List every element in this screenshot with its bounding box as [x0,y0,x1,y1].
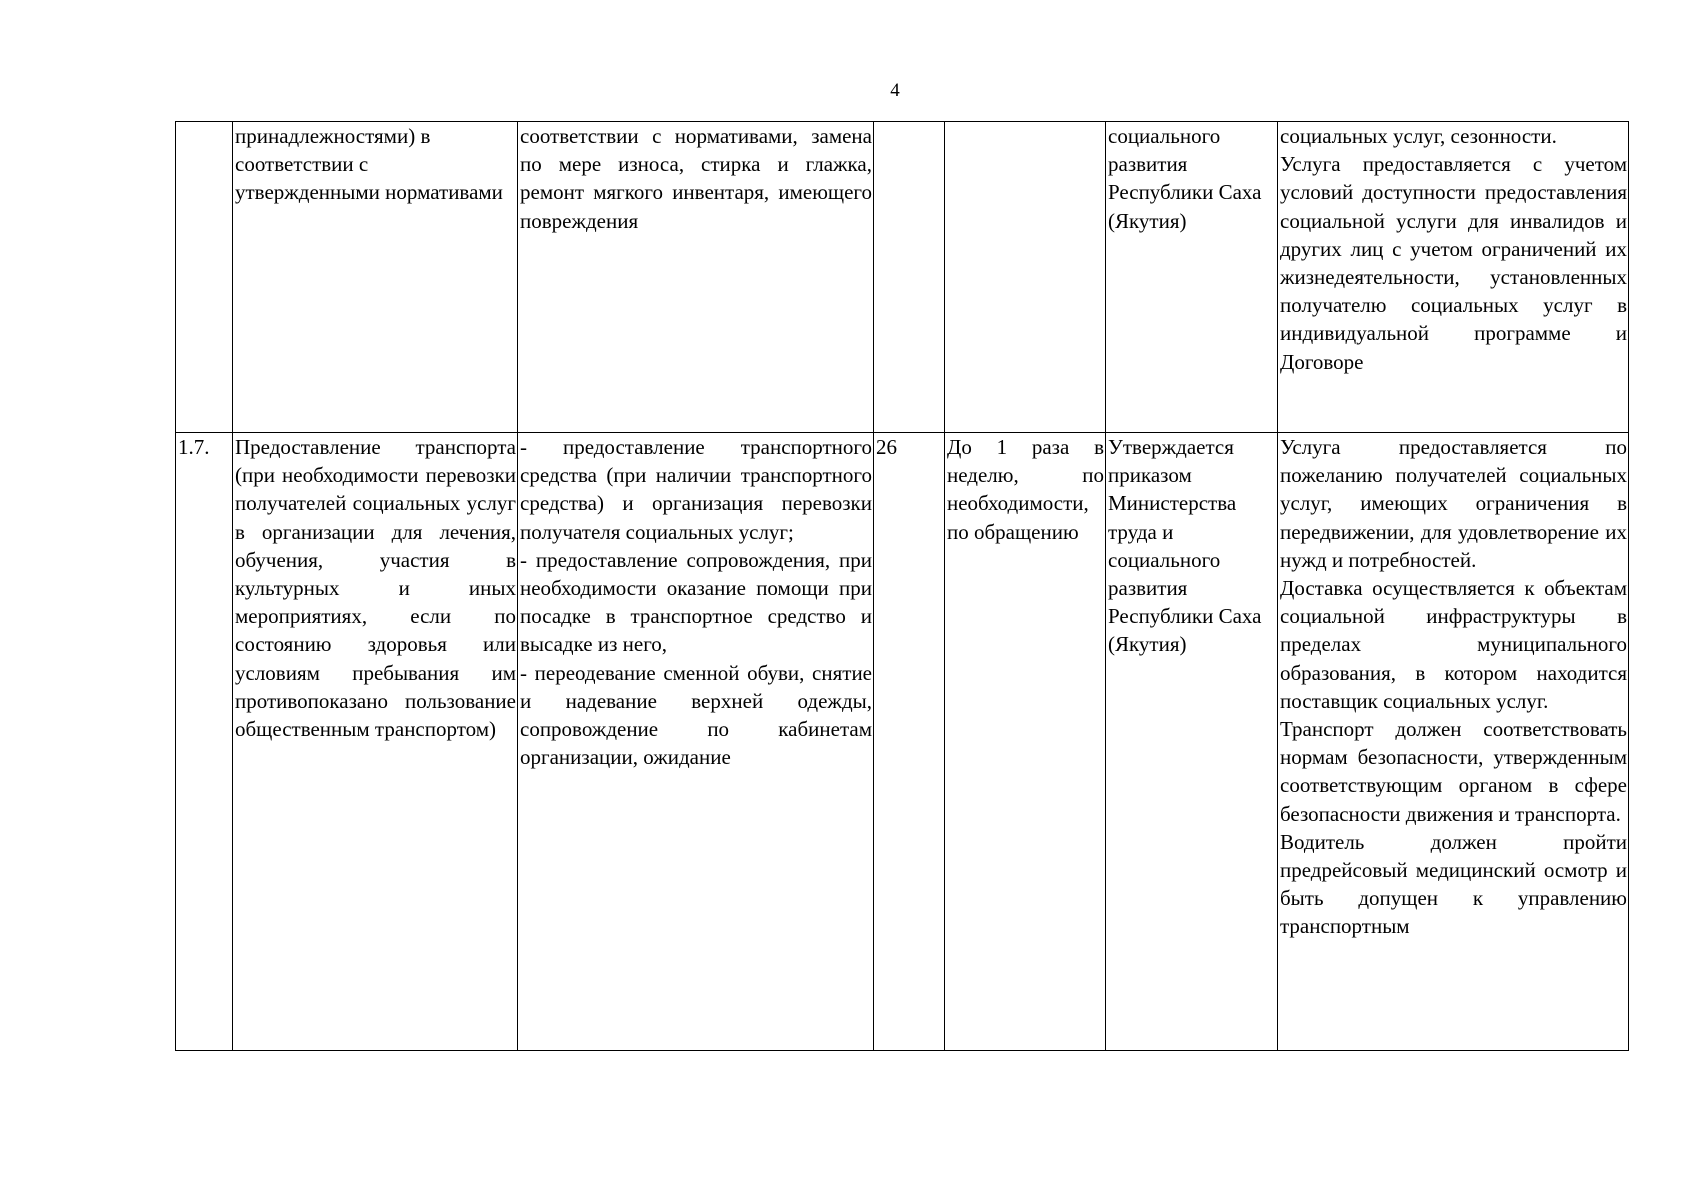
page-number: 4 [890,80,900,101]
table-row [176,433,1629,1051]
description-paragraph: - переодевание сменной обуви, снятие и надевание верхней одежды, сопровождение по кабинетам организации, ожидание [520,660,872,770]
conditions-paragraph: Доставка осуществляется к объектам социальной инфраструктуры в пределах муниципального образования, в котором находится поставщик социальных услуг. [1280,576,1627,713]
volume-cell [874,122,945,433]
service-name-text: принадлежностями) в соответствии с утвержденными нормативами [235,124,503,205]
standard-cell [1106,433,1278,1051]
services-table [175,121,1629,1051]
service-name-cell [233,433,518,1051]
conditions-cell [1278,122,1629,433]
conditions-paragraph: социальных услуг, сезонности. [1280,124,1557,148]
service-description-cell [518,122,874,433]
standard-text: социального развития Республики Саха (Якутия) [1108,124,1262,233]
description-paragraph: - предоставление сопровождения, при необходимости оказание помощи при посадке в транспортное средство и высадке из него, [520,547,872,657]
conditions-paragraph: Услуга предоставляется по пожеланию получателей социальных услуг, имеющих ограничения в передвижении, для удовлетворение их нужд и потребностей. [1280,435,1627,572]
description-paragraph: - предоставление транспортного средства (при наличии транспортного средства) и организация перевозки получателя социальных услуг; [520,435,872,544]
row-number-cell: 1.7. [176,433,233,1051]
table-row [176,122,1629,433]
conditions-cell [1278,433,1629,1051]
standard-cell [1106,122,1278,433]
volume-cell: 26 [874,433,945,1051]
standard-text: Утверждается приказом Министерства труда и социального развития Республики Саха (Якутия) [1108,435,1262,657]
conditions-paragraph: Водитель должен пройти предрейсовый медицинский осмотр и быть допущен к управлению транспортным [1280,829,1627,939]
frequency-cell [945,122,1106,433]
conditions-paragraph: Услуга предоставляется с учетом условий доступности предоставления социальной услуги для инвалидов и других лиц с учетом ограничений их жизнедеятельности, установленных получателю социальных услуг в индивидуальной программе и Договоре [1280,152,1627,374]
frequency-text: До 1 раза в неделю, по необходимости, по обращению [947,435,1104,544]
service-name-text: Предоставление транспорта (при необходимости перевозки получателей социальных услуг в организации для лечения, обучения, участия в культурных и иных мероприятиях, если по состоянию здоровья или условиям пребывания им противопоказано пользование общественным транспортом) [235,435,516,742]
conditions-paragraph: Транспорт должен соответствовать нормам безопасности, утвержденным соответствующим органом в сфере безопасности движения и транспорта. [1280,717,1627,826]
description-paragraph: соответствии с нормативами, замена по мере износа, стирка и глажка, ремонт мягкого инвентаря, имеющего повреждения [520,124,872,233]
row-number-cell [176,122,233,433]
service-description-cell [518,433,874,1051]
frequency-cell [945,433,1106,1051]
service-name-cell [233,122,518,433]
